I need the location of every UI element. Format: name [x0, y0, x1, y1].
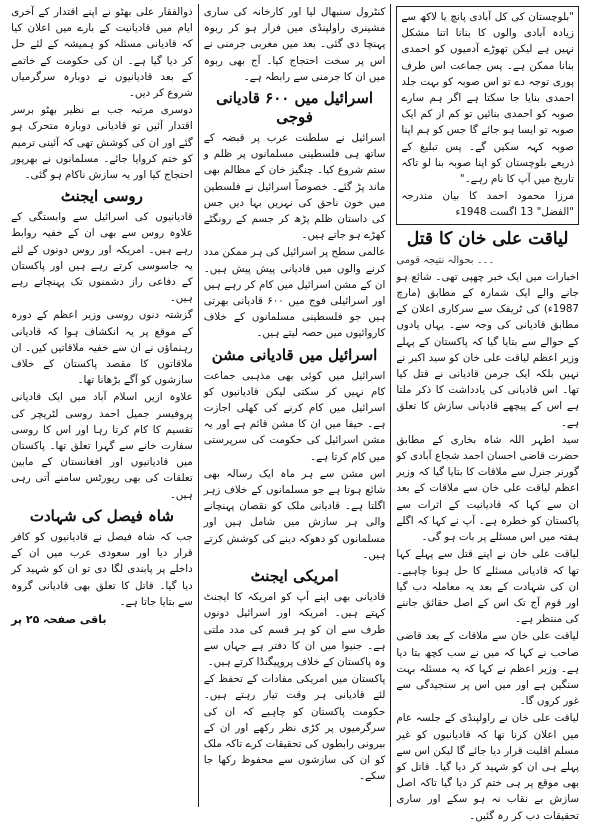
paragraph: پاکستان میں امریکی مفادات کے تحفظ کے لئے قادیانی ہر وقت تیار رہتے ہیں۔ حکومت پاکستان کو چاہیے کہ ان کی سرگرمیوں پر کڑی نظر رکھے اور ان کے بیرونی رابطوں کی تحقیقات کرے تاکہ ملک کو ان کی سازشوں سے محفوظ رکھا جا سکے۔ [203, 673, 386, 783]
paragraph: اخبارات میں ایک خبر چھپی تھی۔ شائع ہو جانے والے ایک شمارہ کے مطابق (مارچ 1987ء) کی ٹریفک سے سرکاری اعلان کے مطابق قادیانی کی وجہ سے۔ یہاں یادوں کے حوالے سے بتایا گیا کہ پاکستان کے پہلے وزیر اعظم لیاقت علی خان کو سید اکبر نے نہیں بلکہ ایک جرمن قادیانی نے قتل کیا تھا۔ اس قادیانی کی یادداشت کا ذکر ملتا ہے اس کے پیچھے قادیانی سازش کا تعلق ہے۔ [396, 270, 579, 429]
paragraph: اس مشن سے ہر ماہ ایک رسالہ بھی شائع ہوتا ہے جو مسلمانوں کے خلاف زہر اگلتا ہے۔ قادیانی ملک کو نقصان پہنچانے والی ہر سازش میں شامل ہیں اور مسلمانوں کو دھوکہ دینے کی کوشش کرتے ہیں۔ [203, 467, 386, 561]
intro-text: ذوالفقار علی بھٹو نے اپنے اقتدار کے آخری ایام میں قادیانیت کے بارے میں اعلان کیا کہ قادیانی مسئلہ کو ہمیشہ کے لئے حل کر دیا گیا ہے۔ ان کی حکومت کے خاتمے کے بعد قادیانیوں نے دوبارہ سرگرمیاں شروع کر دیں۔ [11, 6, 193, 100]
intro-text: کنٹرول سنبھال لیا اور کارخانہ کی ساری مشینری راولپنڈی میں فرار ہو کر ربوہ پہنچا دی گئی۔ بعد میں مغربی جرمنی نے اس پر سخت احتجاج کیا۔ آج بھی ربوہ میں ان کا جرمنی سے رابطہ ہے۔ [203, 6, 386, 83]
continued-note: باقی صفحہ ۲۵ پر [11, 612, 107, 626]
article-title: اسرائیل میں قادیانی مشن [211, 345, 378, 364]
paragraph: گزشتہ دنوں روسی وزیر اعظم کے دورہ کے موقع پر یہ انکشاف ہوا کہ قادیانی رہنماؤں نے ان سے خفیہ ملاقاتیں کیں۔ ان ملاقاتوں کا مقصد پاکستان کے خلاف سازشوں کو آگے بڑھانا تھا۔ [11, 309, 193, 387]
paragraph: اسرائیل میں کوئی بھی مذہبی جماعت کام نہیں کر سکتی لیکن قادیانیوں کو اسرائیل میں کام کرنے کی کھلی اجازت ہے۔ حیفا میں ان کا مشن قائم ہے اور یہ مشن اسرائیل کی حکومت کی سرپرستی میں کام کرتا ہے۔ [203, 369, 386, 463]
quote-source: مرزا محمود احمد کا بیان مندرجہ "الفضل" 13 اگست 1948ء [401, 190, 574, 219]
paragraph: علاوہ ازیں اسلام آباد میں ایک قادیانی پروفیسر جمیل احمد روسی لٹریچر کی تقسیم کا کام کرتا رہا اور اس کا روسی سفارت خانے سے گہرا تعلق تھا۔ پاکستان میں قادیانیوں اور افغانستان کے مابین تعلقات کی بھی رپورٹس سامنے آتی رہی ہیں۔ [11, 391, 193, 501]
article-title: امریکی ایجنٹ [250, 567, 339, 586]
article-title: روسی ایجنٹ [60, 187, 143, 206]
paragraph: قادیانی بھی اپنے آپ کو امریکہ کا ایجنٹ کہتے ہیں۔ امریکہ اور اسرائیل دونوں طرف سے ان کو ہر قسم کی مدد ملتی ہے۔ جنیوا میں ان کا دفتر ہے جہاں سے وہ پاکستان کے خلاف پروپیگنڈا کرتے ہیں۔ [203, 591, 386, 668]
paragraph: عالمی سطح پر اسرائیل کی ہر ممکن مدد کرنے والوں میں قادیانی پیش پیش ہیں۔ ان کے مشن اسرائیل میں کام کر رہے ہیں اور اسرائیلی فوج میں ۶۰۰ قادیانی بھرتی ہیں جو فلسطینی مسلمانوں کے خلاف کاروائیوں میں حصہ لیتے ہیں۔ [203, 246, 386, 340]
article-byline: ۔۔۔ بحوالہ نتیجہ قومی [396, 254, 495, 266]
article-title: شاہ فیصل کی شہادت [29, 506, 174, 525]
quote-text: "بلوچستان کی کل آبادی پانچ یا لاکھ سے زیادہ آبادی والوں کا بنانا اتنا مشکل نہیں ہے لیکن تھوڑے آدمیوں کو احمدی بنانا ممکن ہے۔ پس جماعت اس طرف پوری توجہ دے تو اس صوبہ کو بہت جلد احمدی بنایا جا سکتا ہے اگر ہم سارے صوبہ کو احمدی بنائیں تو کم از کم ایک صوبہ تو ایسا ہو جائے گا جس کو ہم اپنا صوبہ کہہ سکیں گے۔ پس تبلیغ کے ذریعے بلوچستان کو اپنا صوبہ بنا لو تاکہ تاریخ میں آپ کا نام رہے۔" [401, 11, 574, 186]
paragraph: قادیانیوں کی اسرائیل سے وابستگی کے علاوہ روس سے بھی ان کے خفیہ روابط رہے ہیں۔ امریکہ اور روس دونوں کے لئے یہ جاسوسی کرتے رہے ہیں اور پاکستان کے دفاعی راز دشمنوں تک پہنچاتے رہے ہیں۔ [11, 211, 193, 305]
paragraph: لیاقت علی خان نے اپنے قتل سے پہلے کہا تھا کہ قادیانی مسئلے کا حل ہونا چاہیے۔ ان کی شہادت کے بعد یہ معاملہ دب گیا اور قوم آج تک اس کے اصل حقائق جاننے کی منتظر ہے۔ [396, 548, 579, 626]
article-title: اسرائیل میں ۶۰۰ قادیانی فوجی [216, 89, 373, 127]
paragraph: دوسری مرتبہ جب بے نظیر بھٹو برسر اقتدار آئیں تو قادیانی دوبارہ متحرک ہو گئے اور ان کی کوشش تھی کہ آئینی ترمیم کو ختم کروایا جائے۔ مسلمانوں نے بھرپور احتجاج کیا اور یہ سازش ناکام ہو گئی۔ [11, 104, 193, 182]
paragraph: جب کہ شاہ فیصل نے قادیانیوں کو کافر قرار دیا اور سعودی عرب میں ان کے داخلے پر پابندی لگا دی تو ان کو شہید کر دیا گیا۔ قاتل کا تعلق بھی قادیانی گروہ سے بتایا جاتا ہے۔ [11, 530, 193, 608]
column-right [391, 4, 584, 822]
column-left [6, 4, 199, 807]
article-title: لیاقت علی خان کا قتل [406, 228, 569, 249]
column-middle [199, 4, 392, 807]
paragraph: اسرائیل نے سلطنت عرب پر قبضہ کے ساتھ ہی فلسطینی مسلمانوں پر ظلم و ستم شروع کیا۔ چنگیز خان کے مظالم بھی ماند پڑ گئے۔ خصوصاً اسرائیل نے فلسطین میں خون ناحق کی نہریں بہا دیں جس کی داستان ظلم پڑھ کر جسم کے رونگٹے کھڑے ہو جاتے ہیں۔ [203, 132, 386, 242]
paragraph: لیاقت علی خان نے راولپنڈی کے جلسہ عام میں اعلان کرنا تھا کہ قادیانیوں کو غیر مسلم اقلیت قرار دیا جائے گا لیکن اس سے پہلے ہی ان کو شہید کر دیا گیا۔ قاتل کو بھی موقع پر ہی ختم کر دیا گیا تاکہ اصل سازش بے نقاب نہ ہو سکے اور ساری تحقیقات دب کر رہ گئیں۔ [396, 712, 579, 822]
quote-box [396, 6, 579, 225]
paragraph: سید اطہر اللہ شاہ بخاری کے مطابق حضرت قاضی احسان احمد شجاع آبادی کو گورنر جنرل سے ملاقات کا بتایا گیا کہ وزیر اعظم لیاقت علی خان سے ملاقات کے بعد ان سے کہا کہ قادیانیت کے اثرات سے پاکستان کو خطرہ ہے۔ آپ نے کہا کہ اگلے ہفتہ میں اس مسئلے پر بات ہو گی۔ [396, 433, 579, 544]
paragraph: لیاقت علی خان سے ملاقات کے بعد قاضی صاحب نے کہا کہ میں نے سب کچھ بتا دیا ہے۔ وزیر اعظم نے کہا کہ یہ مسئلہ بہت سنگین ہے اور میں اس پر سنجیدگی سے غور کروں گا۔ [396, 630, 579, 708]
